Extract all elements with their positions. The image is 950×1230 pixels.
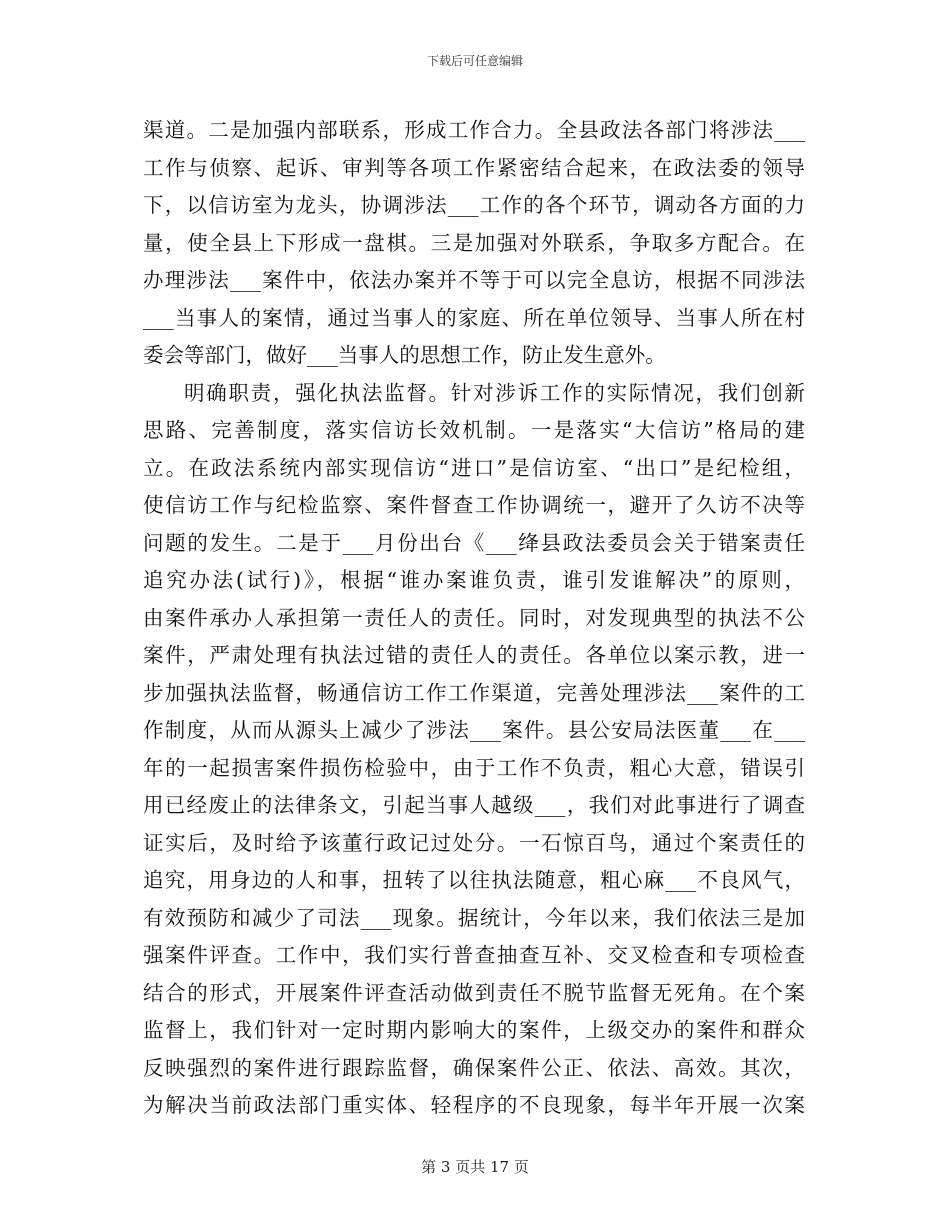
text-line: 证实后，及时给予该董行政记过处分。一石惊百鸟，通过个案责任的 [143, 830, 805, 855]
text-line: 结合的形式，开展案件评查活动做到责任不脱节监督无死角。在个案 [143, 980, 805, 1005]
text-line: 用已经废止的法律条文，引起当事人越级___，我们对此事进行了调查 [143, 793, 805, 817]
text-line: 为解决当前政法部门重实体、轻程序的不良现象，每半年开展一次案 [143, 1093, 805, 1117]
text-line: 工作与侦察、起诉、审判等各项工作紧密结合起来，在政法委的领导 [143, 155, 805, 180]
text-line: 有效预防和减少了司法___现象。据统计，今年以来，我们依法三是加 [143, 905, 805, 930]
text-line: 作制度，从而从源头上减少了涉法___案件。县公安局法医董___在___ [143, 718, 805, 742]
text-line: 思路、完善制度，落实信访长效机制。一是落实“大信访”格局的建 [143, 418, 805, 442]
text-line: 委会等部门，做好___当事人的思想工作，防止发生意外。 [143, 343, 666, 367]
text-line: 明确职责，强化执法监督。针对涉诉工作的实际情况，我们创新 [184, 380, 805, 405]
paragraph [143, 375, 805, 1125]
text-line: 追究办法(试行)》，根据“谁办案谁负责，谁引发谁解决”的原则， [143, 568, 805, 592]
text-line: 案件，严肃处理有执法过错的责任人的责任。各单位以案示教，进一 [143, 643, 805, 667]
text-line: 由案件承办人承担第一责任人的责任。同时，对发现典型的执法不公 [143, 605, 805, 630]
text-line: 下，以信访室为龙头，协调涉法___工作的各个环节，调动各方面的力 [143, 193, 805, 217]
text-line: 强案件评查。工作中，我们实行普查抽查互补、交叉检查和专项检查 [143, 943, 805, 967]
text-line: 步加强执法监督，畅通信访工作工作渠道，完善处理涉法___案件的工 [143, 680, 805, 705]
text-line: 使信访工作与纪检监察、案件督查工作协调统一，避开了久访不决等 [143, 493, 805, 517]
text-line: 办理涉法___案件中，依法办案并不等于可以完全息访，根据不同涉法 [143, 268, 805, 292]
text-line: 量，使全县上下形成一盘棋。三是加强对外联系，争取多方配合。在 [143, 230, 805, 255]
text-line: 追究，用身边的人和事，扭转了以往执法随意，粗心麻___不良风气， [143, 868, 805, 892]
text-line: 渠道。二是加强内部联系，形成工作合力。全县政法各部门将涉法___ [143, 118, 805, 142]
paragraph [143, 112, 805, 375]
page-footer: 第 3 页共 17 页 [421, 1158, 529, 1176]
text-line: 监督上，我们针对一定时期内影响大的案件，上级交办的案件和群众 [143, 1018, 805, 1042]
page-header: 下载后可任意编辑 [426, 54, 523, 68]
text-line: 立。在政法系统内部实现信访“进口”是信访室、“出口”是纪检组， [143, 455, 805, 480]
text-line: 年的一起损害案件损伤检验中，由于工作不负责，粗心大意，错误引 [143, 755, 805, 780]
document-body [143, 112, 805, 1125]
text-line: ___当事人的案情，通过当事人的家庭、所在单位领导、当事人所在村 [143, 305, 805, 330]
text-line: 反映强烈的案件进行跟踪监督，确保案件公正、依法、高效。其次， [143, 1055, 805, 1080]
text-line: 问题的发生。二是于___月份出台《___绛县政法委员会关于错案责任 [143, 530, 805, 555]
